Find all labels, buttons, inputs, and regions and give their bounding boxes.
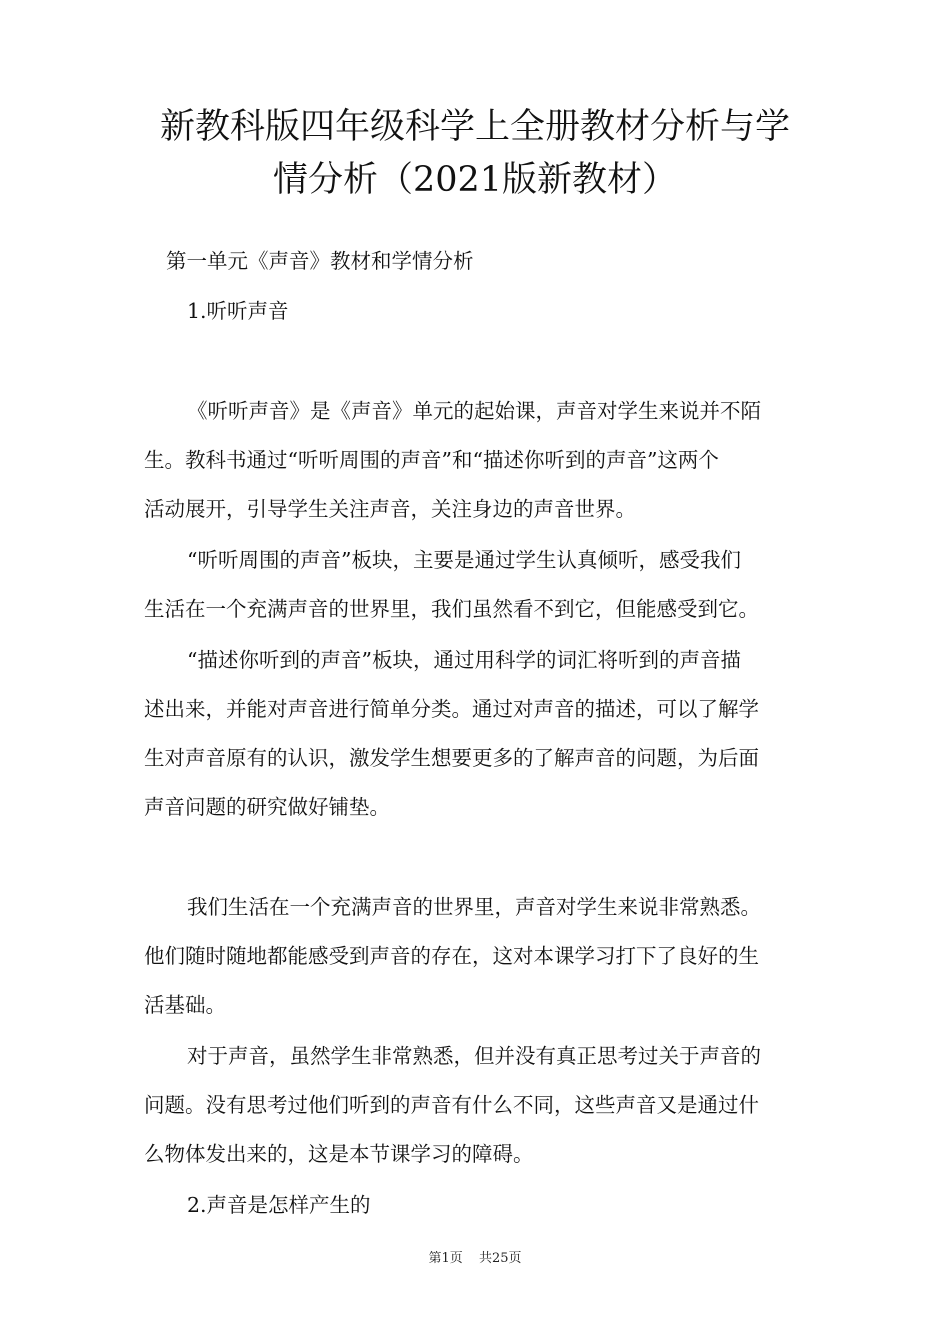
paragraph-5-line-1: 对于声音，虽然学生非常熟悉，但并没有真正思考过关于声音的 <box>187 1044 761 1068</box>
paragraph-3-line-1: “描述你听到的声音”板块，通过用科学的词汇将听到的声音描 <box>187 648 741 672</box>
paragraph-1-line-3: 活动展开，引导学生关注声音，关注身边的声音世界。 <box>144 497 636 521</box>
document-title-line-1: 新教科版四年级科学上全册教材分析与学 <box>159 107 790 147</box>
paragraph-3-line-3: 生对声音原有的认识，激发学生想要更多的了解声音的问题，为后面 <box>144 746 759 770</box>
page-footer <box>0 1250 950 1268</box>
page-current: 第1页 <box>428 1251 463 1266</box>
paragraph-5-line-2: 问题。没有思考过他们听到的声音有什么不同，这些声音又是通过什 <box>144 1093 759 1117</box>
lesson-2-heading: 2.声音是怎样产生的 <box>187 1193 371 1217</box>
paragraph-1-line-1: 《听听声音》是《声音》单元的起始课，声音对学生来说并不陌 <box>187 399 761 423</box>
unit-heading: 第一单元《声音》教材和学情分析 <box>166 249 474 273</box>
paragraph-4-line-1: 我们生活在一个充满声音的世界里，声音对学生来说非常熟悉。 <box>187 895 761 919</box>
paragraph-4-line-3: 活基础。 <box>144 993 226 1017</box>
paragraph-3-line-4: 声音问题的研究做好铺垫。 <box>144 795 390 819</box>
paragraph-3-line-2: 述出来，并能对声音进行简单分类。通过对声音的描述，可以了解学 <box>144 697 759 721</box>
page-total: 共25页 <box>478 1251 522 1266</box>
paragraph-2-line-2: 生活在一个充满声音的世界里，我们虽然看不到它，但能感受到它。 <box>144 597 759 621</box>
paragraph-4-line-2: 他们随时随地都能感受到声音的存在，这对本课学习打下了良好的生 <box>144 944 759 968</box>
paragraph-5-line-3: 么物体发出来的，这是本节课学习的障碍。 <box>144 1142 534 1166</box>
document-title-line-2: 情分析（2021版新教材） <box>272 160 678 200</box>
lesson-1-heading: 1.听听声音 <box>187 299 289 323</box>
paragraph-1-line-2: 生。教科书通过“听听周围的声音”和“描述你听到的声音”这两个 <box>144 448 719 472</box>
paragraph-2-line-1: “听听周围的声音”板块，主要是通过学生认真倾听，感受我们 <box>187 548 741 572</box>
